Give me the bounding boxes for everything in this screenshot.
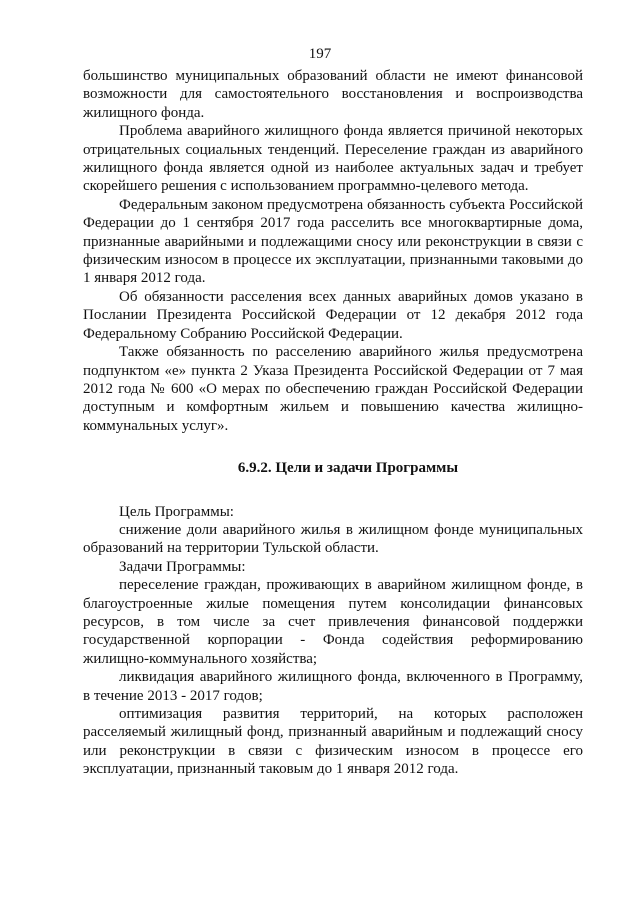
paragraph: Также обязанность по расселению аварийного жилья предусмотрена подпунктом «е» пункта 2 Указа Президента Российской Федерации от 7 мая 2012 года № 600 «О мерах по обеспечению граждан Российской Федерации доступным и комфортным жильем и повышению качества жилищно-коммунальных услуг». xyxy=(83,344,583,434)
paragraph: снижение доли аварийного жилья в жилищном фонде муниципальных образований на территории Тульской области. xyxy=(83,521,583,557)
paragraph: переселение граждан, проживающих в аварийном жилищном фонде, в благоустроенные жилые помещения путем консолидации финансовых ресурсов, в том числе за счет привлечения финансовой поддержки государственной корпорации - Фонда содействия реформированию жилищно-коммунального хозяйства; xyxy=(83,577,583,667)
paragraph: Об обязанности расселения всех данных аварийных домов указано в Послании Президента Российской Федерации от 12 декабря 2012 года Федеральному Собранию Российской Федерации. xyxy=(83,288,583,342)
paragraph: Цель Программы: xyxy=(119,503,234,520)
paragraph: ликвидация аварийного жилищного фонда, включенного в Программу, в течение 2013 - 2017 годов; xyxy=(83,669,583,704)
paragraph: оптимизация развития территорий, на которых расположен расселяемый жилищный фонд, признанный аварийным и подлежащий сносу или реконструкции в связи с физическим износом в процессе его эксплуатации, признанный таковым до 1 января 2012 года. xyxy=(83,706,583,778)
page-number: 197 xyxy=(308,46,332,62)
spacer xyxy=(83,435,583,459)
spacer xyxy=(83,478,583,503)
paragraph: большинство муниципальных образований области не имеют финансовой возможности для самостоятельного восстановления и воспроизводства жилищного фонда. xyxy=(83,68,583,121)
section-heading: 6.9.2. Цели и задачи Программы xyxy=(237,460,459,477)
paragraph: Задачи Программы: xyxy=(119,558,246,575)
page-content xyxy=(83,67,583,779)
paragraph: Проблема аварийного жилищного фонда является причиной некоторых отрицательных социальных тенденций. Переселение граждан из аварийного жилищного фонда является одной из наиболее актуальных задач и требует скорейшего решения с использованием программно-целевого метода. xyxy=(83,123,583,195)
paragraph: Федеральным законом предусмотрена обязанность субъекта Российской Федерации до 1 сентября 2017 года расселить все многоквартирные дома, признанные аварийными и подлежащими сносу или реконструкции в связи с физическим износом в процессе их эксплуатации, признанными таковыми до 1 января 2012 года. xyxy=(83,196,583,287)
